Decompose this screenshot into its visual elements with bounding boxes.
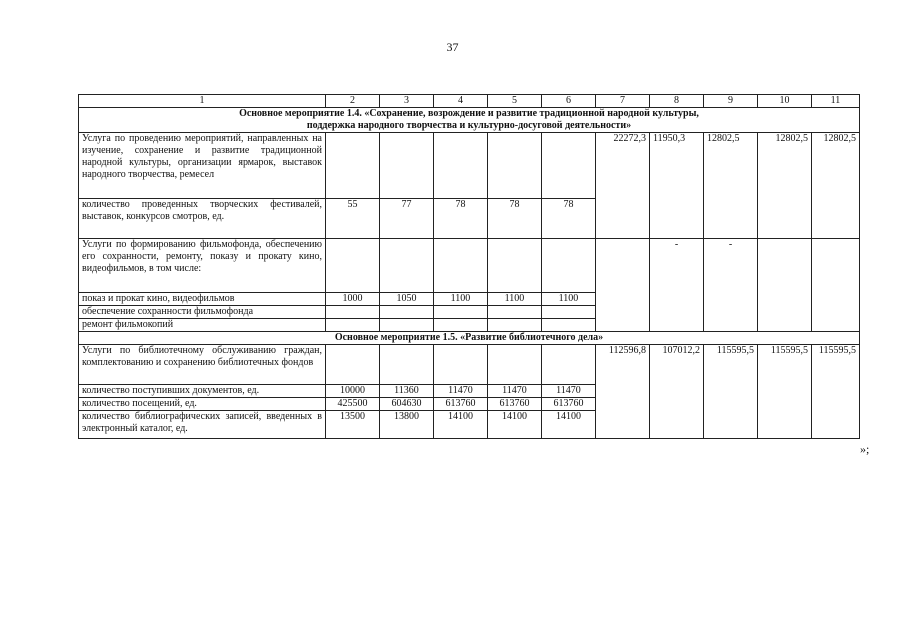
- finance-value: 12802,5: [812, 133, 860, 239]
- indicator-value: 425500: [326, 398, 380, 411]
- indicator-description: ремонт фильмокопий: [79, 319, 326, 332]
- indicator-value: 11360: [380, 385, 434, 398]
- indicator-value: 55: [326, 199, 380, 239]
- table-row: [79, 345, 860, 385]
- indicator-description: количество библиографических записей, введенных в электронный каталог, ед.: [79, 411, 326, 439]
- column-number-row: [79, 95, 860, 108]
- indicator-value: 1050: [380, 293, 434, 306]
- indicator-value: 11470: [434, 385, 488, 398]
- table-row: [79, 133, 860, 199]
- indicator-value: 14100: [488, 411, 542, 439]
- col-number: 2: [326, 95, 380, 108]
- col-number: 7: [596, 95, 650, 108]
- indicator-value: 14100: [434, 411, 488, 439]
- service-description: Услуга по проведению мероприятий, направленных на изучение, сохранение и развитие традиционной народной культуры, организации ярмарок, выставок народного творчества, ремесел: [79, 133, 326, 199]
- closing-quote-mark: »;: [860, 442, 870, 456]
- indicator-value: 78: [488, 199, 542, 239]
- col-number: 9: [704, 95, 758, 108]
- col-number: 5: [488, 95, 542, 108]
- indicator-description: обеспечение сохранности фильмофонда: [79, 306, 326, 319]
- indicator-value: 13500: [326, 411, 380, 439]
- indicator-value: 11470: [542, 385, 596, 398]
- section-header-row: [79, 332, 860, 345]
- indicator-value: 1100: [488, 293, 542, 306]
- col-number: 4: [434, 95, 488, 108]
- finance-value: 115595,5: [758, 345, 812, 439]
- table-row: [79, 239, 860, 293]
- section-1-4-title: [79, 108, 860, 133]
- finance-value: 12802,5: [704, 133, 758, 239]
- col-number: 1: [79, 95, 326, 108]
- page-number: 37: [446, 40, 459, 54]
- col-number: 8: [650, 95, 704, 108]
- service-description: Услуги по библиотечному обслуживанию граждан, комплектованию и сохранению библиотечных фондов: [79, 345, 326, 385]
- indicator-value: 604630: [380, 398, 434, 411]
- col-number: 10: [758, 95, 812, 108]
- indicator-value: 1000: [326, 293, 380, 306]
- indicator-value: 10000: [326, 385, 380, 398]
- indicator-value: 14100: [542, 411, 596, 439]
- indicator-value: 613760: [542, 398, 596, 411]
- col-number: 11: [812, 95, 860, 108]
- indicator-description: количество поступивших документов, ед.: [79, 385, 326, 398]
- indicator-description: количество посещений, ед.: [79, 398, 326, 411]
- finance-value: 22272,3: [596, 133, 650, 239]
- finance-value: 115595,5: [812, 345, 860, 439]
- indicator-value: 78: [542, 199, 596, 239]
- finance-value: 107012,2: [650, 345, 704, 439]
- indicator-value: 78: [434, 199, 488, 239]
- finance-value: 115595,5: [704, 345, 758, 439]
- col-number: 6: [542, 95, 596, 108]
- program-table: [78, 94, 860, 439]
- section-1-4-title-line1: Основное мероприятие 1.4. «Сохранение, возрождение и развитие традиционной народной культуры,: [239, 108, 699, 119]
- empty-value-dash: -: [650, 239, 704, 332]
- indicator-value: 1100: [434, 293, 488, 306]
- section-header-row: [79, 108, 860, 133]
- indicator-description: количество проведенных творческих фестивалей, выставок, конкурсов смотров, ед.: [79, 199, 326, 239]
- section-1-5-title: Основное мероприятие 1.5. «Развитие библиотечного дела»: [79, 332, 860, 345]
- service-description: Услуги по формированию фильмофонда, обеспечению его сохранности, ремонту, показу и прокату кино, видеофильмов, в том числе:: [79, 239, 326, 293]
- indicator-value: 1100: [542, 293, 596, 306]
- indicator-value: 11470: [488, 385, 542, 398]
- indicator-value: 13800: [380, 411, 434, 439]
- finance-value: 12802,5: [758, 133, 812, 239]
- indicator-value: 613760: [434, 398, 488, 411]
- section-1-4-title-line2: поддержка народного творчества и культурно-досуговой деятельности»: [306, 120, 632, 131]
- empty-value-dash: -: [704, 239, 758, 332]
- col-number: 3: [380, 95, 434, 108]
- finance-value: 11950,3: [650, 133, 704, 239]
- indicator-description: показ и прокат кино, видеофильмов: [79, 293, 326, 306]
- finance-value: 112596,8: [596, 345, 650, 439]
- indicator-value: 77: [380, 199, 434, 239]
- indicator-value: 613760: [488, 398, 542, 411]
